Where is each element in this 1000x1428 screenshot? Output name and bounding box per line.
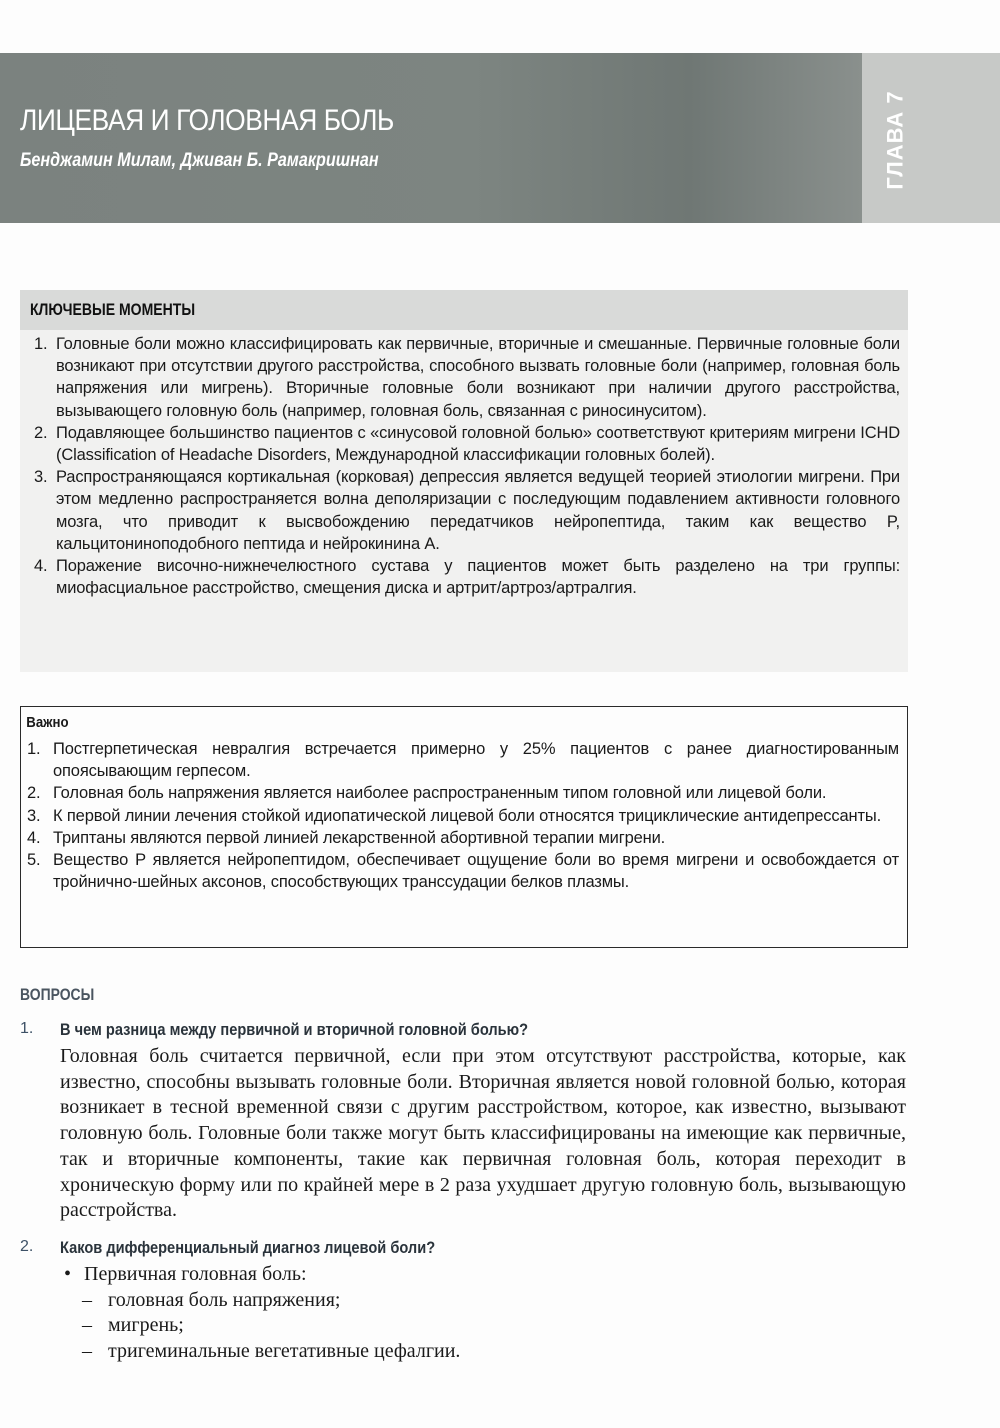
sub-item: – тригеминальные вегетативные цефалгии. [60,1339,460,1365]
answer-bullet-list [60,1262,460,1364]
key-point-item: 3. Распространяющаяся кортикальная (корковая) депрессия является ведущей теорией этиологии мигрени. При этом медленно распространяется волна деполяризации с последующим подавлением активности головного мозга, что приводит к высвобождению передатчиков нейропептида, таким как вещество P, кальцитониноподобного пептида и нейрокинина А. [34,468,900,553]
chapter-title: ЛИЦЕВАЯ И ГОЛОВНАЯ БОЛЬ [20,104,394,137]
key-point-item: 2. Подавляющее большинство пациентов с «синусовой головной болью» соответствуют критериям мигрени ICHD (Classification of Headache Disorders, Международной классификации головных болей). [34,423,900,465]
question-title: Каков дифференциальный диагноз лицевой боли? [60,1238,436,1257]
key-points-header [20,290,908,330]
important-item: 4. Триптаны являются первой линией лекарственной абортивной терапии мигрени. [27,828,666,847]
question-2 [20,1238,906,1388]
question-answer: Головная боль считается первичной, если при этом отсутствуют расстройства, которые, как известно, способны вызывать головные боли. Вторичная является новой головной болью, которая возникает в тесной временной связи с другим расстройством, которое, как известно, вызывают головную боль. Головные боли также могут быть классифицированы на имеющие как первичные, так и вторичные компоненты, такие как первичная головная боль, которая переходит в хроническую форму или по крайней мере в 2 раза ухудшает другую головную боль, вызывающую расстройства. [60,1045,906,1222]
bullet-icon: • [64,1263,72,1285]
key-point-item: 1. Головные боли можно классифицировать как первичные, вторичные и смешанные. Первичные головные боли возникают при отсутствии другого расстройства, способного вызвать головные боли (например, головная боль напряжения или мигрень). Вторичные головные боли возникают при наличии другого расстройства, вызывающего головную боль (например, головная боль, связанная с риносинуситом). [34,335,900,420]
dash-icon: – [82,1339,92,1362]
question-number: 2. [20,1238,34,1255]
important-item: 3. К первой линии лечения стойкой идиопатической лицевой боли относятся трициклические антидепрессанты. [27,806,882,825]
question-title: В чем разница между первичной и вторичной головной болью? [60,1020,529,1039]
key-points-box [20,290,908,672]
questions-heading: ВОПРОСЫ [20,985,95,1004]
important-item: 2. Головная боль напряжения является наиболее распространенным типом головной или лицевой боли. [27,784,827,803]
chapter-authors: Бенджамин Милам, Дживан Б. Рамакришнан [20,150,379,171]
dash-icon: – [82,1288,92,1311]
chapter-banner [0,53,862,223]
dash-icon: – [82,1314,92,1336]
important-box [20,706,908,948]
chapter-label [866,90,926,190]
key-point-item: 4. Поражение височно-нижнечелюстного сустава у пациентов может быть разделено на три группы: миофасциальное расстройство, смещения диска и артрит/артроз/артралгия. [34,557,900,598]
question-number: 1. [20,1020,34,1037]
bullet-item: • Первичная головная боль: [60,1262,460,1288]
question-1 [20,1020,906,1220]
key-points-list [20,330,908,599]
important-list [21,736,907,893]
important-item: 5. Вещество P является нейропептидом, обеспечивает ощущение боли во время мигрени и освобождается от тройнично-шейных аксонов, способствующих транссудации белков плазмы. [27,851,899,892]
important-heading: Важно [26,714,69,731]
chapter-number: ГЛАВА 7 [883,90,908,190]
sub-item: – мигрень; [60,1313,460,1339]
important-item: 1. Постгерпетическая невралгия встречается примерно у 25% пациентов с ранее диагностированным опоясывающим герпесом. [27,740,899,781]
sub-item: – головная боль напряжения; [60,1288,460,1314]
key-points-heading: КЛЮЧЕВЫЕ МОМЕНТЫ [30,300,196,319]
